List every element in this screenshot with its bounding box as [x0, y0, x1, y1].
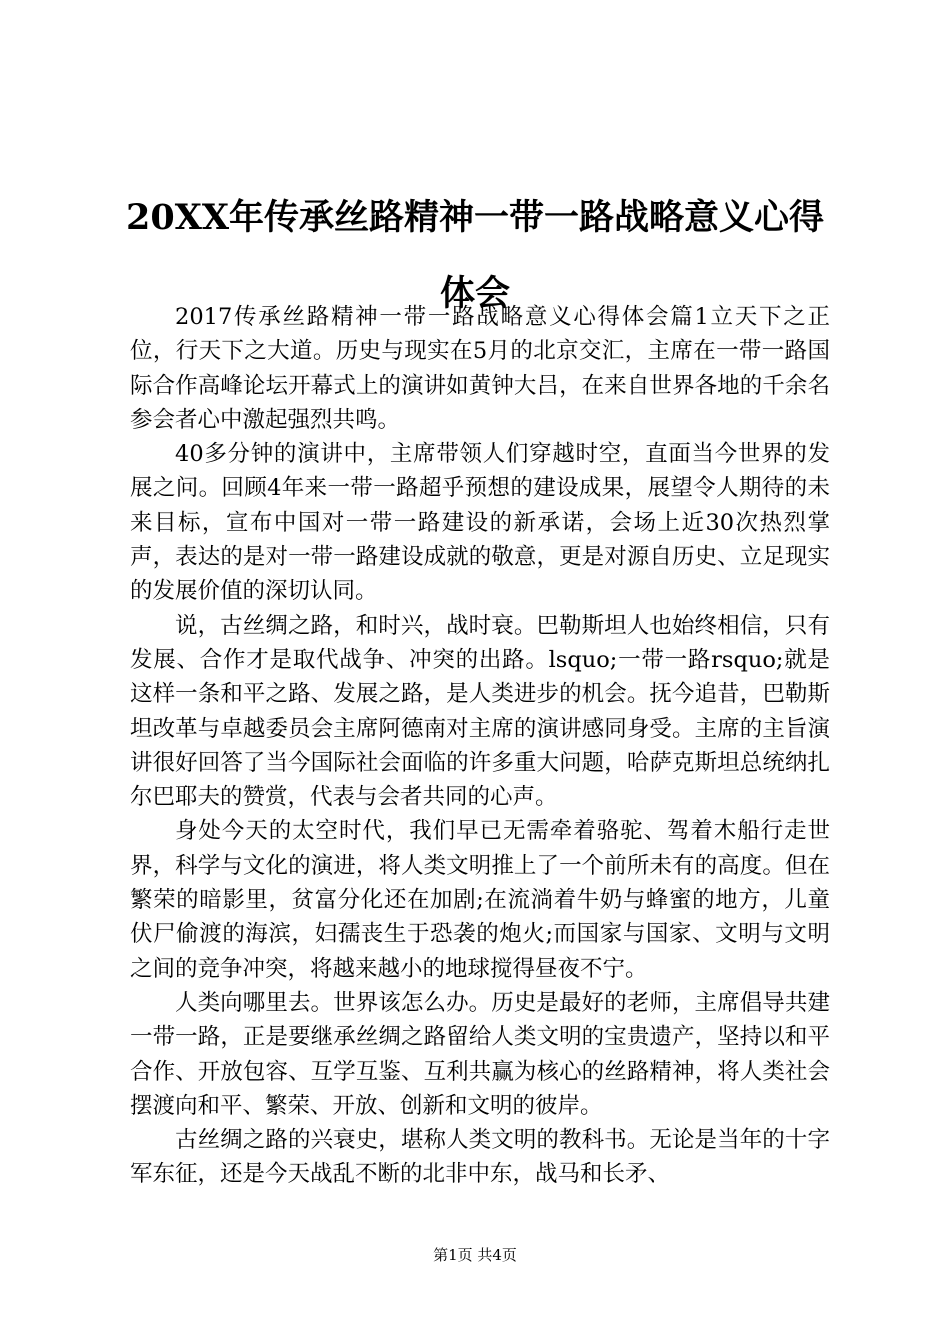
title-line-1: 20XX年传承丝路精神一带一路战略意义心得 — [125, 197, 825, 238]
paragraph: 2017传承丝路精神一带一路战略意义心得体会篇1立天下之正位，行天下之大道。历史与现实在5月的北京交汇，主席在一带一路国际合作高峰论坛开幕式上的演讲如黄钟大吕，在来自世界各地的千余名参会者心中激起强烈共鸣。 — [130, 304, 830, 433]
paragraph: 古丝绸之路的兴衰史，堪称人类文明的教科书。无论是当年的十字军东征，还是今天战乱不断的北非中东，战马和长矛、 — [130, 1127, 830, 1188]
paragraph: 说，古丝绸之路，和时兴，战时衰。巴勒斯坦人也始终相信，只有发展、合作才是取代战争、冲突的出路。lsquo;一带一路rsquo;就是这样一条和平之路、发展之路，是人类进步的机会。抚今追昔，巴勒斯坦改革与卓越委员会主席阿德南对主席的演讲感同身受。主席的主旨演讲很好回答了当今国际社会面临的许多重大问题，哈萨克斯坦总统纳扎尔巴耶夫的赞赏，代表与会者共同的心声。 — [130, 612, 830, 811]
title-line-2: 体会 — [439, 273, 510, 314]
paragraph: 40多分钟的演讲中，主席带领人们穿越时空，直面当今世界的发展之问。回顾4年来一带一路超乎预想的建设成果，展望令人期待的未来目标，宣布中国对一带一路建设的新承诺，会场上近30次热烈掌声，表达的是对一带一路建设成就的敬意，更是对源自历史、立足现实的发展价值的深切认同。 — [130, 441, 830, 605]
paragraph: 人类向哪里去。世界该怎么办。历史是最好的老师，主席倡导共建一带一路，正是要继承丝绸之路留给人类文明的宝贵遗产，坚持以和平合作、开放包容、互学互鉴、互利共赢为核心的丝路精神，将人类社会摆渡向和平、繁荣、开放、创新和文明的彼岸。 — [130, 989, 830, 1119]
document-body — [130, 300, 830, 1192]
page-footer: 第1页 共4页 — [433, 1246, 517, 1264]
paragraph: 身处今天的太空时代，我们早已无需牵着骆驼、驾着木船行走世界，科学与文化的演进，将人类文明推上了一个前所未有的高度。但在繁荣的暗影里，贫富分化还在加剧;在流淌着牛奶与蜂蜜的地方，儿童伏尸偷渡的海滨，妇孺丧生于恐袭的炮火;而国家与国家、文明与文明之间的竞争冲突，将越来越小的地球搅得昼夜不宁。 — [130, 818, 830, 982]
